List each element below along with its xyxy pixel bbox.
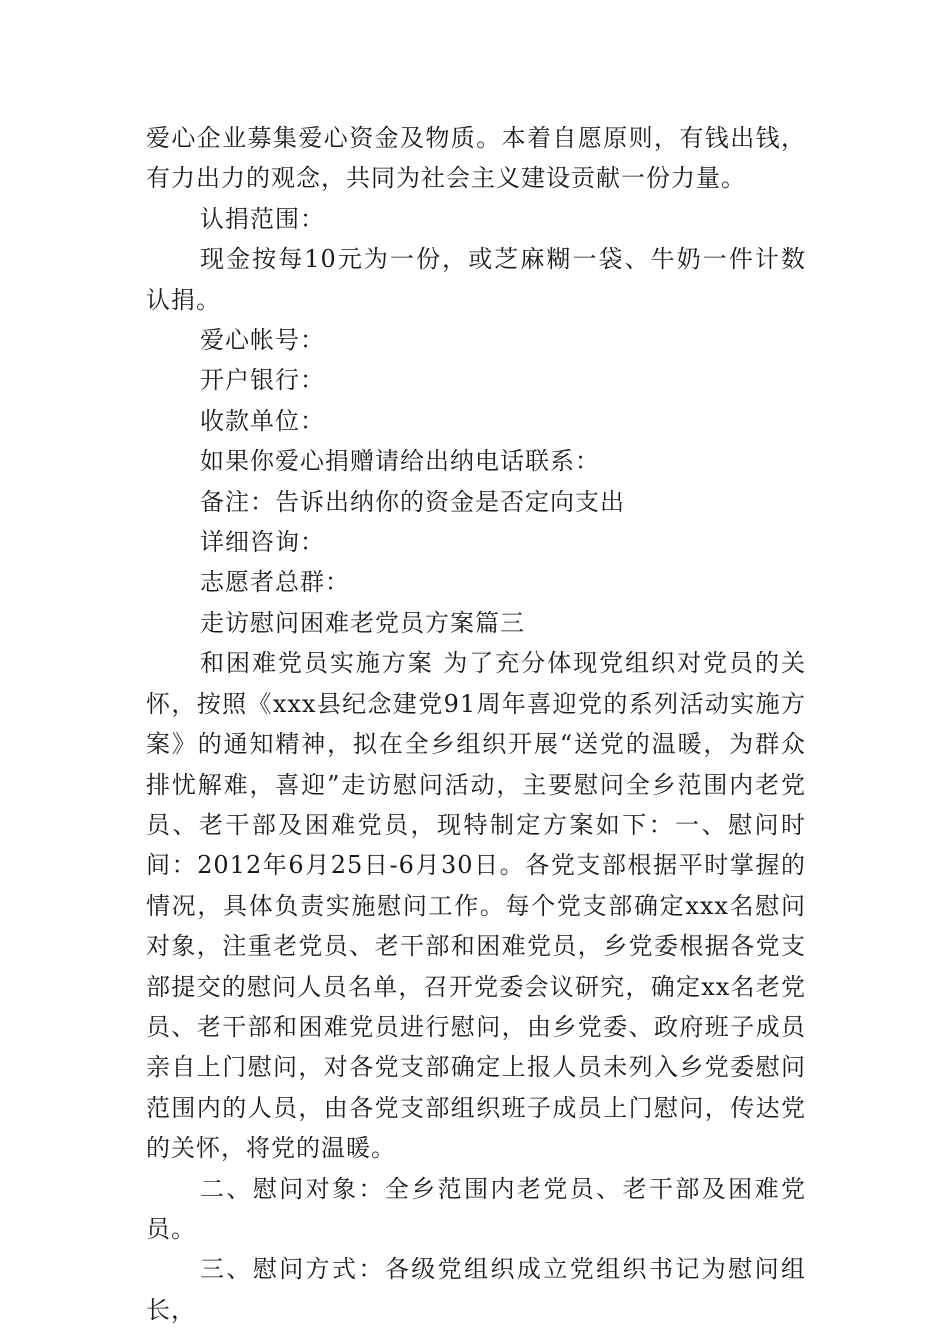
paragraph-payee: 收款单位： — [200, 406, 325, 435]
paragraph-visit-method: 三、慰问方式：各级党组织成立党组织书记为慰问组长， — [146, 1255, 806, 1324]
paragraph-bank: 开户银行： — [200, 366, 325, 395]
paragraph-donation-scope: 现金按每10元为一份，或芝麻糊一袋、牛奶一件计数认捐。 — [146, 245, 806, 314]
paragraph-continuation: 爱心企业募集爱心资金及物质。本着自愿原则，有钱出钱，有力出力的观念，共同为社会主义建设贡献一份力量。 — [146, 124, 806, 193]
paragraph-contact-cashier: 如果你爱心捐赠请给出纳电话联系： — [200, 447, 600, 476]
document-body — [146, 118, 806, 1330]
paragraph-volunteer-group: 志愿者总群： — [200, 568, 350, 597]
paragraph-donation-scope-label: 认捐范围： — [200, 204, 325, 233]
section-heading: 走访慰问困难老党员方案篇三 — [200, 608, 525, 637]
paragraph-consultation: 详细咨询： — [200, 528, 325, 557]
paragraph-implementation-plan: 和困难党员实施方案 为了充分体现党组织对党员的关怀，按照《xxx县纪念建党91周年喜迎党的系列活动实施方案》的通知精神，拟在全乡组织开展“送党的温暖，为群众排忧解难，喜迎”走访慰问活动，主要慰问全乡范围内老党员、老干部及困难党员，现特制定方案如下：一、慰问时间：2012年6月25日-6月30日。各党支部根据平时掌握的情况，具体负责实施慰问工作。每个党支部确定xxx名慰问对象，注重老党员、老干部和困难党员，乡党委根据各党支部提交的慰问人员名单，召开党委会议研究，确定xx名老党员、老干部和困难党员进行慰问，由乡党委、政府班子成员亲自上门慰问，对各党支部确定上报人员未列入乡党委慰问范围内的人员，由各党支部组织班子成员上门慰问，传达党的关怀，将党的温暖。 — [146, 649, 806, 1163]
paragraph-visit-targets: 二、慰问对象：全乡范围内老党员、老干部及困难党员。 — [146, 1174, 806, 1243]
paragraph-remark: 备注：告诉出纳你的资金是否定向支出 — [200, 487, 625, 516]
paragraph-charity-account: 爱心帐号： — [200, 326, 325, 355]
